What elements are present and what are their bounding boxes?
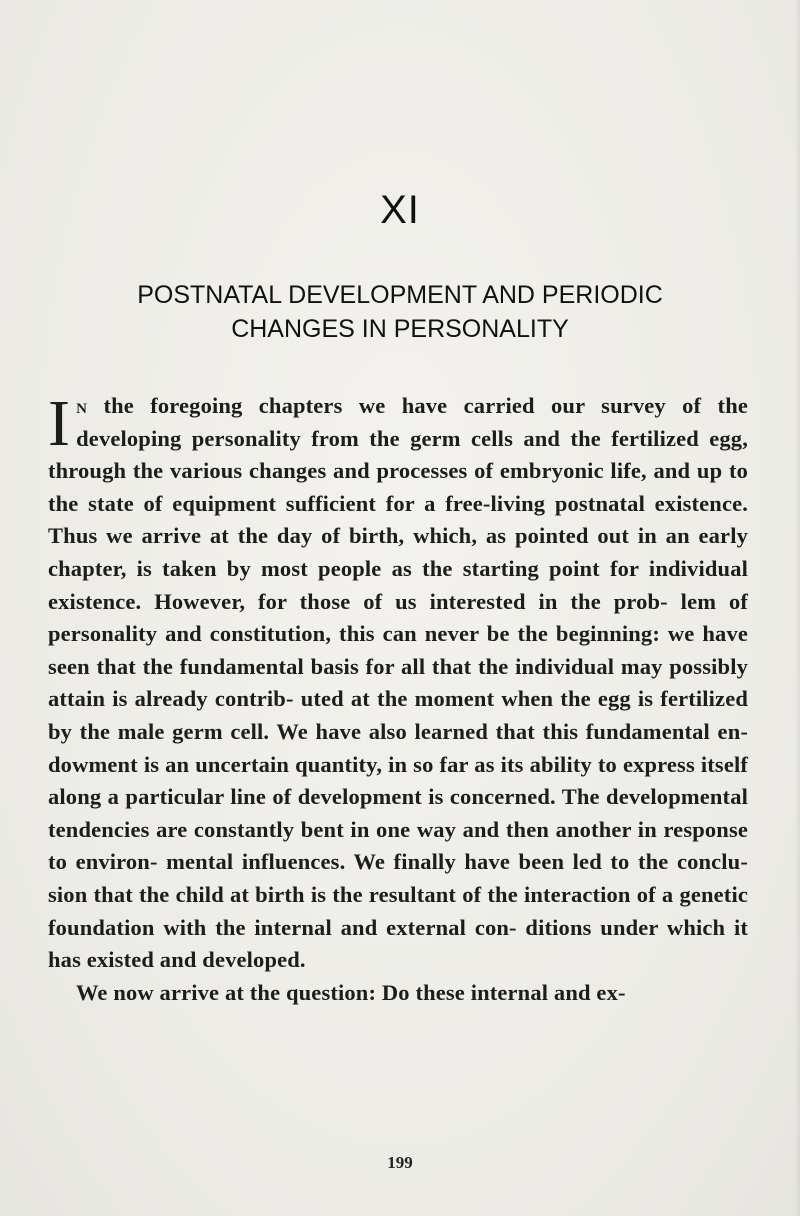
body-text [48,387,748,1009]
page-number: 199 [387,1153,413,1172]
small-caps-word: n [76,393,88,418]
paragraph-1-text: the foregoing chapters we have carried our survey of the developing personality from the germ cells and the fertilized egg, through the various changes and processes of embryonic life, and up to the state of equipment sufficient for a free-living postnatal existence. Thus we arrive at the day of birth, which, as pointed out in an early chapter, is taken by most people as the starting point for individual existence. However, for those of us interested in the prob- lem of personality and constitution, this can never be the beginning: we have seen that the fundamental basis for all that the individual may possibly attain is already contrib- uted at the moment when the egg is fertilized by the male germ cell. We have also learned that this fundamental en- dowment is an uncertain quantity, in so far as its ability to express itself along a particular line of development is concerned. The developmental tendencies are constantly bent in one way and then another in response to environ- mental influences. We finally have been led to the conclu- sion that the child at birth is the resultant of the interaction of a genetic foundation with the internal and external con- ditions under which it has existed and developed. [48,393,748,973]
page-edge-shadow [794,0,800,1216]
chapter-title [60,278,740,346]
paragraph-1 [48,387,748,977]
chapter-title-line-1: POSTNATAL DEVELOPMENT AND PERIODIC [137,281,663,309]
drop-cap: I [48,387,71,460]
paragraph-2: We now arrive at the question: Do these internal and ex- [76,979,626,1005]
chapter-title-line-2: CHANGES IN PERSONALITY [231,315,569,343]
chapter-number: XI [380,188,420,232]
